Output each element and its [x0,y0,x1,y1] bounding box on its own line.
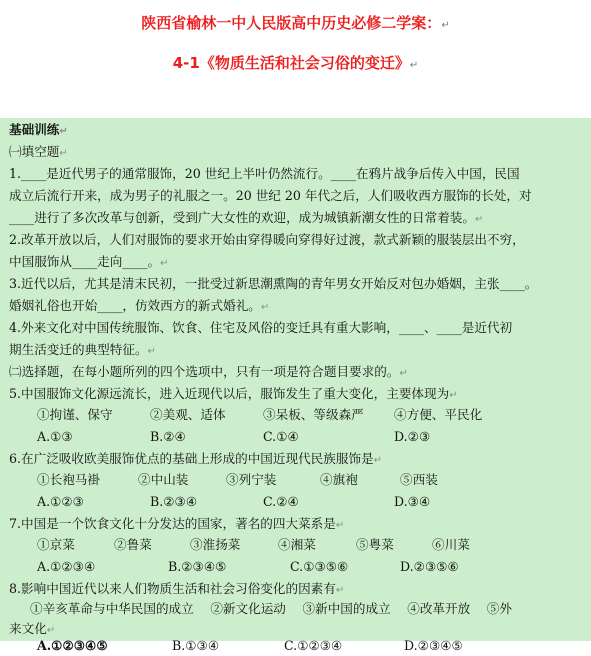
list-item: ②中山装 [138,472,189,487]
fill-heading: ㈠填空题↵ [9,144,68,159]
answer-option: C.①③⑤⑥ [290,559,349,574]
section-heading: 基础训练↵ [9,122,68,137]
answer-option: A.①③ [37,429,73,444]
question-8-stem: 8.影响中国近代以来人们物质生活和社会习俗变化的因素有↵ [9,581,345,596]
paragraph-mark-icon: ↵ [147,346,156,357]
answer-option: A.①②③④ [37,559,96,574]
answer-option: C.①④ [263,429,299,444]
question-5-answers [0,429,591,447]
list-item: ③呆板、等级森严 [263,407,364,422]
paragraph-mark-icon: ↵ [59,148,68,159]
answer-option: A.①②③④⑤ [37,638,108,653]
list-item: ③淮扬菜 [190,537,241,552]
question-8-items-line2: 来文化↵ [9,621,56,636]
question-3-line2: 婚姻礼俗也开始____，仿效西方的新式婚礼。↵ [9,298,270,313]
question-5-stem: 5.中国服饰文化源远流长，进入近现代以后，服饰发生了重大变化，主要体现为↵ [9,386,458,401]
answer-option: B.②③④ [150,494,198,509]
paragraph-mark-icon: ↵ [373,455,383,466]
paragraph-mark-icon: ↵ [399,368,408,379]
list-item: ⑤粤菜 [356,537,394,552]
question-2-line2: 中国服饰从____走向____。↵ [9,254,169,269]
paragraph-mark-icon: ↵ [474,214,484,225]
question-5-items [0,407,591,425]
list-item: ④旗袍 [320,472,358,487]
question-7-answers [0,559,591,577]
list-item: ⑤西装 [400,472,438,487]
question-8-items-line1: ①辛亥革命与中华民国的成立 ②新文化运动 ③新中国的成立 ④改革开放 ⑤外 [30,601,512,616]
question-1-line1: 1.____是近代男子的通常服饰，20 世纪上半叶仍然流行。____在鸦片战争后传入中国，民国 [9,166,520,181]
answer-option: C.①②③④ [284,638,343,653]
list-item: ①拘谨、保守 [37,407,113,422]
paragraph-mark-icon: ↵ [160,258,169,269]
list-item: ②鲁菜 [114,537,152,552]
paragraph-mark-icon: ↵ [335,585,345,596]
document-title-line1: 陕西省榆林一中人民版高中历史必修二学案：↵ [141,14,450,32]
question-6-answers [0,494,591,512]
answer-option: B.②③④⑤ [168,559,227,574]
answer-option: C.②④ [263,494,299,509]
list-item: ①京菜 [37,537,75,552]
question-7-items [0,537,591,555]
paragraph-mark-icon: ↵ [441,20,450,31]
list-item: ④方便、平民化 [394,407,483,422]
answer-option: D.②③⑤⑥ [400,559,459,574]
question-6-items [0,472,591,490]
answer-option: D.②③④⑤ [404,638,463,653]
paragraph-mark-icon: ↵ [409,60,419,71]
paragraph-mark-icon: ↵ [59,126,68,137]
answer-option: D.③④ [394,494,431,509]
answer-option: A.①②③ [37,494,84,509]
list-item: ①长袍马褂 [37,472,100,487]
answer-option: B.①③④ [172,638,220,653]
question-1-line2: 成立后流行开来，成为男子的礼服之一。20 世纪 20 年代之后，人们吸收西方服饰的长处，对 [9,188,532,203]
list-item: ④湘菜 [278,537,316,552]
question-6-stem: 6.在广泛吸收欧美服饰优点的基础上形成的中国近现代民族服饰是↵ [9,451,383,466]
question-8-answers [0,638,591,656]
list-item: ③列宁装 [226,472,277,487]
question-2-line1: 2.改革开放以后，人们对服饰的要求开始由穿得暖向穿得好过渡，款式新颖的服装层出不穷， [9,232,525,247]
list-item: ⑥川菜 [432,537,470,552]
answer-option: D.②③ [394,429,431,444]
list-item: ②美观、适体 [150,407,226,422]
question-7-stem: 7.中国是一个饮食文化十分发达的国家，著名的四大菜系是↵ [9,516,345,531]
paragraph-mark-icon: ↵ [335,520,345,531]
question-4-line2: 期生活变迁的典型特征。↵ [9,342,156,357]
question-1-line3: ____进行了多次改革与创新，受到广大女性的欢迎，成为城镇新潮女性的日常着装。↵ [9,210,484,225]
document-title-line2: 4-1《物质生活和社会习俗的变迁》↵ [172,54,419,72]
paragraph-mark-icon: ↵ [260,302,270,313]
answer-option: B.②④ [150,429,186,444]
question-3-line1: 3.近代以后，尤其是清末民初，一批受过新思潮熏陶的青年男女开始反对包办婚姻，主张____。 [9,276,538,291]
question-4-line1: 4.外来文化对中国传统服饰、饮食、住宅及风俗的变迁具有重大影响，____、____是近代初 [9,320,513,335]
choice-heading: ㈡选择题，在每小题所列的四个选项中，只有一项是符合题目要求的。↵ [9,364,408,379]
paragraph-mark-icon: ↵ [46,625,56,636]
paragraph-mark-icon: ↵ [449,390,458,401]
